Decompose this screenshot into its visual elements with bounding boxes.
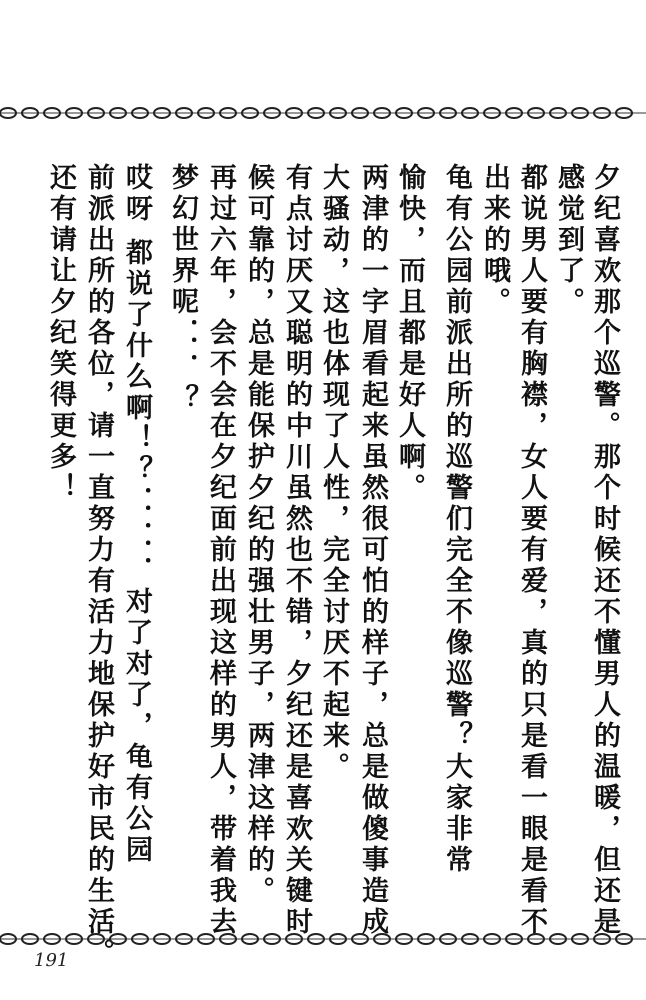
bottom-chain-border <box>0 930 646 948</box>
text-column: 梦幻世界呢．．．？ <box>167 163 198 415</box>
top-chain-border <box>0 104 646 122</box>
text-column: 夕纪喜欢那个巡警。那个时候还不懂男人的温暖，但还是 <box>589 163 620 938</box>
text-column: 大骚动，这也体现了人性，完全讨厌不起来。 <box>318 163 349 783</box>
page-number: 191 <box>34 950 69 971</box>
text-column: 两津的一字眉看起来虽然很可怕的样子，总是做傻事造成 <box>357 163 388 938</box>
text-column: 候可靠的，总是能保护夕纪的强壮男子，两津这样的。 <box>243 163 274 907</box>
text-column: 哎呀 都说了什么啊！？．．．．．对了对了，龟有公园 <box>121 163 152 867</box>
text-column: 还有请让夕纪笑得更多！ <box>45 163 76 504</box>
text-column: 前派出所的各位，请一直努力有活力地保护好市民的生活。 <box>83 163 114 969</box>
text-column: 都说男人要有胸襟，女人要有爱，真的只是看一眼是看不 <box>516 163 547 938</box>
text-column: 龟有公园前派出所的巡警们完全不像巡警？大家非常 <box>441 163 472 876</box>
text-column: 再过六年，会不会在夕纪面前出现这样的男人，带着我去 <box>205 163 236 938</box>
text-column: 愉快，而且都是好人啊。 <box>394 163 425 504</box>
text-column: 感觉到了。 <box>553 163 584 318</box>
text-column: 出来的哦。 <box>479 163 510 318</box>
text-column: 有点讨厌又聪明的中川虽然也不错，夕纪还是喜欢关键时 <box>281 163 312 938</box>
